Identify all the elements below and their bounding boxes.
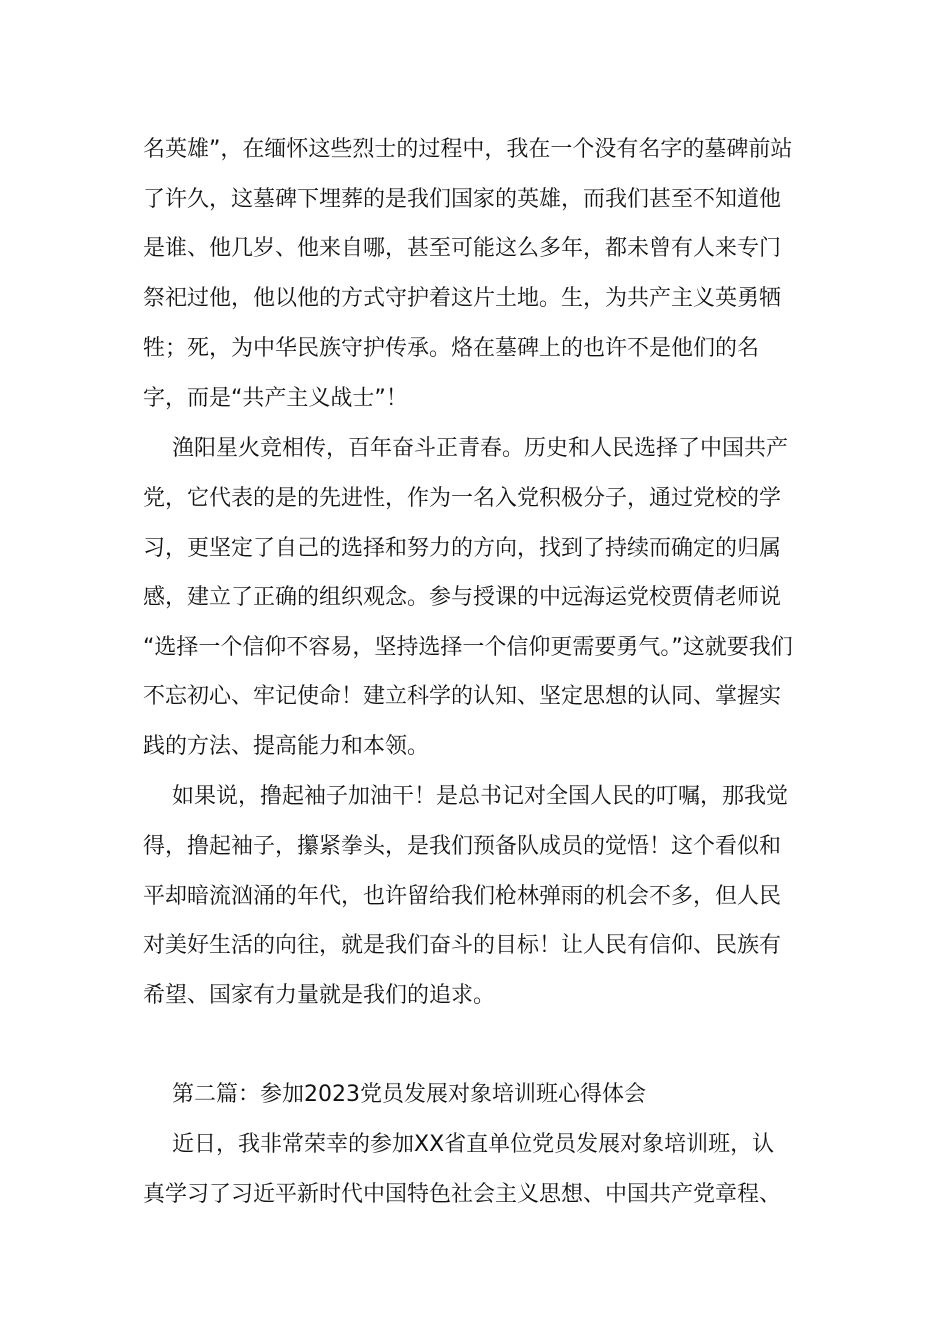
text-line: 如果说，撸起袖子加油干！是总书记对全国人民的叮嘱，那我觉 [172, 784, 789, 809]
text-line: 祭祀过他，他以他的方式守护着这片土地。生，为共产主义英勇牺 [143, 286, 782, 311]
text-line: “选择一个信仰不容易，坚持选择一个信仰更需要勇气。”这就要我们 [143, 635, 793, 660]
text-line: 近日，我非常荣幸的参加XX省直单位党员发展对象培训班，认 [172, 1132, 775, 1157]
text-line: 习，更坚定了自己的选择和努力的方向，找到了持续而确定的归属 [143, 536, 782, 561]
text-line: 平却暗流汹涌的年代，也许留给我们枪林弹雨的机会不多，但人民 [143, 884, 782, 909]
text-line: 得，撸起袖子，攥紧拳头，是我们预备队成员的觉悟！这个看似和 [143, 834, 782, 859]
text-line: 名英雄”，在缅怀这些烈士的过程中，我在一个没有名字的墓碑前站 [143, 137, 793, 162]
text-line: 真学习了习近平新时代中国特色社会主义思想、中国共产党章程、 [143, 1182, 782, 1207]
text-line: 牲；死，为中华民族守护传承。烙在墓碑上的也许不是他们的名 [143, 336, 760, 361]
text-line: 了许久，这墓碑下埋葬的是我们国家的英雄，而我们甚至不知道他 [143, 187, 782, 212]
text-line: 是谁、他几岁、他来自哪，甚至可能这么多年，都未曾有人来专门 [143, 236, 782, 261]
text-line: 字，而是“共产主义战士”！ [143, 386, 408, 411]
text-line: 感，建立了正确的组织观念。参与授课的中远海运党校贾倩老师说 [143, 585, 782, 610]
text-line: 不忘初心、牢记使命！建立科学的认知、坚定思想的认同、掌握实 [143, 684, 782, 709]
section-heading: 第二篇：参加2023党员发展对象培训班心得体会 [172, 1082, 646, 1107]
text-line: 践的方法、提高能力和本领。 [143, 734, 430, 759]
text-line: 渔阳星火竞相传，百年奋斗正青春。历史和人民选择了中国共产 [172, 436, 789, 461]
text-line: 对美好生活的向往，就是我们奋斗的目标！让人民有信仰、民族有 [143, 933, 782, 958]
text-line: 希望、国家有力量就是我们的追求。 [143, 983, 496, 1008]
text-line: 党，它代表的是的先进性，作为一名入党积极分子，通过党校的学 [143, 486, 782, 511]
